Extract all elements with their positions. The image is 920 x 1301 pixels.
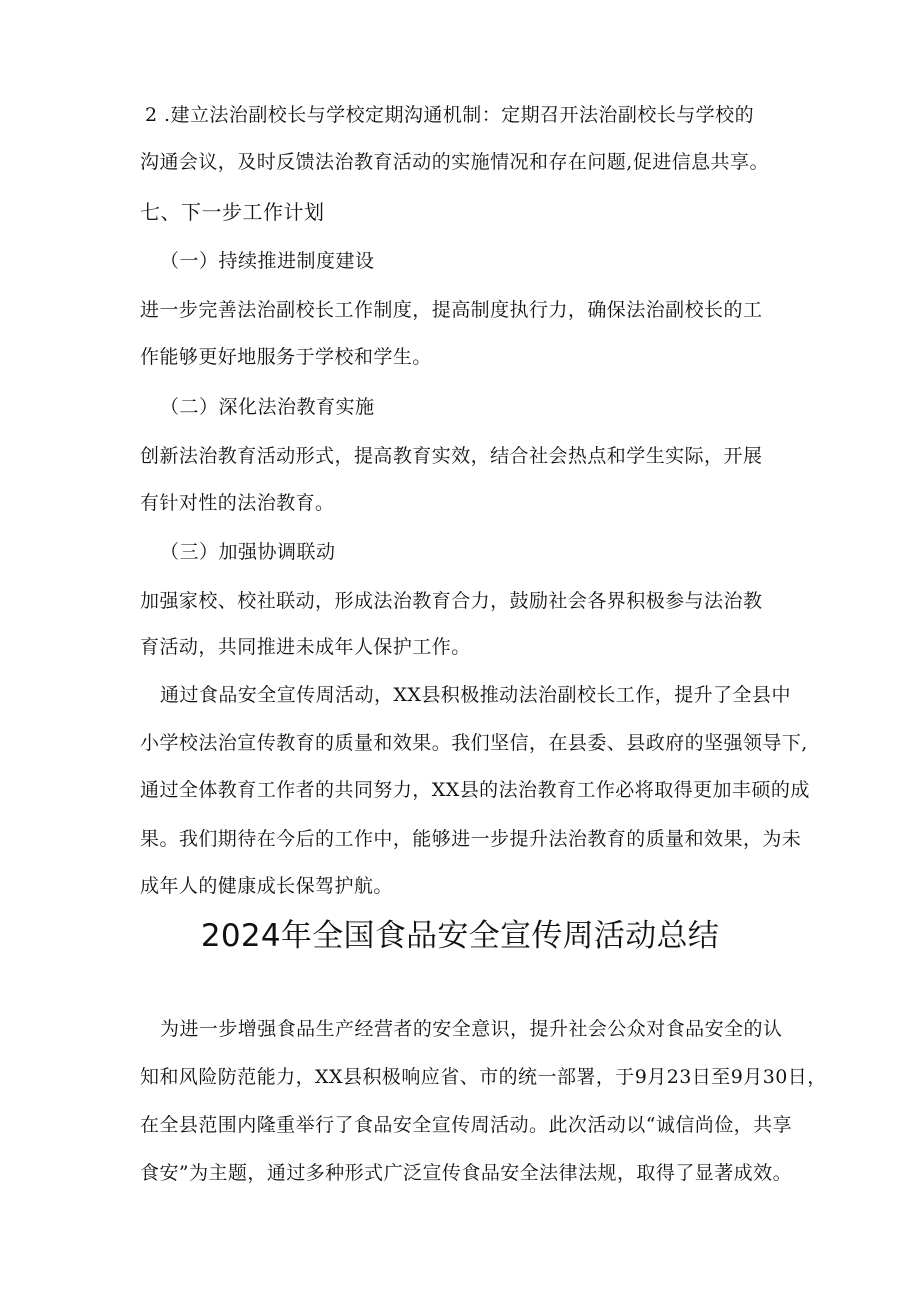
subsection-2-heading: （二）深化法治教育实施 <box>160 396 375 418</box>
section-7-heading: 七、下一步工作计划 <box>140 200 325 224</box>
conclusion-line-1: 通过食品安全宣传周活动，XX县积极推动法治副校长工作，提升了全县中 <box>160 684 791 706</box>
conclusion-line-3: 通过全体教育工作者的共同努力，XX县的法治教育工作必将取得更加丰硕的成 <box>140 779 810 801</box>
subsection-1-line-2: 作能够更好地服务于学校和学生。 <box>140 346 432 368</box>
subsection-3-heading: （三）加强协调联动 <box>160 541 336 563</box>
conclusion-line-4: 果。我们期待在今后的工作中，能够进一步提升法治教育的质量和效果，为未 <box>140 828 802 850</box>
subsection-1-heading: （一）持续推进制度建设 <box>160 250 375 272</box>
document-title: 2024年全国食品安全宣传周活动总结 <box>200 918 720 954</box>
conclusion-line-2: 小学校法治宣传教育的质量和效果。我们坚信，在县委、县政府的坚强领导下, <box>140 732 808 754</box>
intro-line-1: 为进一步增强食品生产经营者的安全意识，提升社会公众对食品安全的认 <box>160 1018 783 1040</box>
subsection-3-line-1: 加强家校、校社联动，形成法治教育合力，鼓励社会各界积极参与法治教 <box>140 590 763 612</box>
item-2-line-2: 沟通会议，及时反馈法治教育活动的实施情况和存在问题,促进信息共享。 <box>140 151 769 173</box>
item-2-line-1: 2 .建立法治副校长与学校定期沟通机制：定期召开法治副校长与学校的 <box>145 104 755 126</box>
subsection-1-line-1: 进一步完善法治副校长工作制度，提高制度执行力，确保法治副校长的工 <box>140 299 763 321</box>
intro-line-3: 在全县范围内隆重举行了食品安全宣传周活动。此次活动以“诚信尚俭，共享 <box>140 1114 793 1136</box>
intro-line-4: 食安”为主题，通过多种形式广泛宣传食品安全法律法规，取得了显著成效。 <box>140 1162 793 1184</box>
subsection-2-line-1: 创新法治教育活动形式，提高教育实效，结合社会热点和学生实际，开展 <box>140 445 763 467</box>
subsection-3-line-2: 育活动，共同推进未成年人保护工作。 <box>140 636 471 658</box>
conclusion-line-5: 成年人的健康成长保驾护航。 <box>140 875 393 897</box>
subsection-2-line-2: 有针对性的法治教育。 <box>140 492 335 514</box>
intro-line-2: 知和风险防范能力，XX县积极响应省、市的统一部署，于9月23日至9月30日， <box>140 1066 827 1088</box>
